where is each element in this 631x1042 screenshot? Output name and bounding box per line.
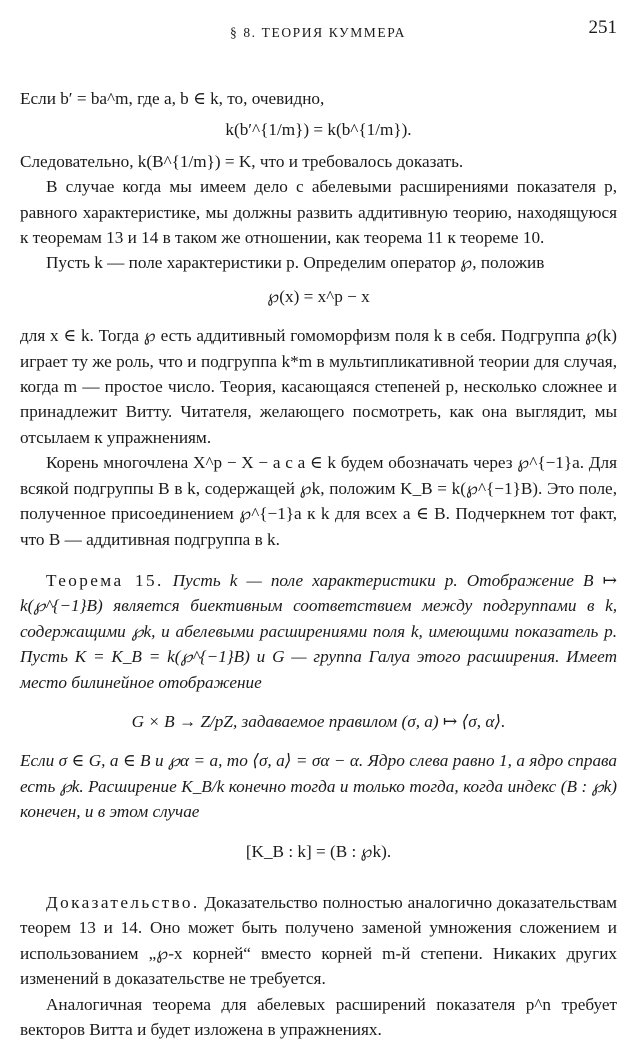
paragraph-1: Если b′ = ba^m, где a, b ∈ k, то, очевидно, — [20, 89, 325, 108]
page-number: 251 — [588, 17, 617, 38]
theorem-continuation-text: Если σ ∈ G, a ∈ B и ℘α = a, то ⟨σ, a⟩ = σα − α. Ядро слева равно 1, а ядро справа есть ℘k. Расширение K_B/k конечно тогда и только тогда, когда индекс (B : ℘k) конечен, и в этом случае — [20, 751, 617, 822]
proof-label: Доказательство. — [46, 892, 200, 912]
equation-3-text: G × B → Z/pZ, задаваемое правилом (σ, a) ↦ ⟨σ, α⟩. — [131, 711, 506, 731]
equation-4: [K_B : k] = (B : ℘k). — [245, 841, 392, 861]
paragraph-5: для x ∈ k. Тогда ℘ есть аддитивный гомоморфизм поля k в себя. Подгруппа ℘(k) играет ту же роль, что и подгруппа k*m в мультипликативной теории для случая, когда m — простое число. Теория, касающаяся степеней p, несколько сложнее и принадлежит Витту. Читателя, желающего посмотреть, как она выглядит, мы отсылаем к упражнениям. — [20, 326, 617, 447]
paragraph-last: Аналогичная теорема для абелевых расширений показателя p^n требует векторов Витта и будет изложена в упражнениях. — [20, 994, 617, 1039]
equation-2: ℘(x) = x^p − x — [267, 286, 370, 306]
book-page — [20, 12, 617, 1042]
proof-text: Доказательство полностью аналогично доказательствам теорем 13 и 14. Оно может быть получено заменой умножения сложением и использованием „℘-х корней“ вместо корней m-й степени. Никаких других изменений в доказательстве не требуется. — [20, 892, 618, 989]
theorem-text: Пусть k — поле характеристики p. Отображение B ↦ k(℘^{−1}B) является биективным соответствием между подгруппами в k, содержащими ℘k, и абелевыми расширениями поля k, имеющими показатель p. Пусть K = K_B = k(℘^{−1}B) и G — группа Галуа этого расширения. Имеет место билинейное отображение — [20, 570, 618, 692]
theorem-continuation — [20, 748, 617, 824]
equation-1: k(b′^{1/m}) = k(b^{1/m}). — [225, 120, 412, 140]
running-title: § 8. ТЕОРИЯ КУММЕРА — [230, 25, 406, 40]
equation-3 — [20, 709, 617, 734]
paragraph-6: Корень многочлена X^p − X − a с a ∈ k будем обозначать через ℘^{−1}a. Для всякой подгруппы B в k, содержащей ℘k, положим K_B = k(℘^{−1}B). Это поле, полученное присоединением ℘^{−1}a к k для всех a ∈ B. Подчеркнем тот факт, что B — аддитивная подгруппа в k. — [20, 453, 617, 549]
theorem-15 — [20, 568, 617, 695]
proof — [20, 890, 617, 992]
page-header — [20, 12, 617, 42]
paragraph-4: Пусть k — поле характеристики p. Определим оператор ℘, положив — [46, 253, 545, 273]
theorem-label: Теорема 15. — [46, 570, 164, 590]
paragraph-2: Следовательно, k(B^{1/m}) = K, что и требовалось доказать. — [20, 151, 464, 171]
paragraph-3: В случае когда мы имеем дело с абелевыми расширениями показателя p, равного характеристике, мы должны развить аддитивную теорию, находящуюся к теоремам 13 и 14 в таком же отношении, как теорема 11 к теореме 10. — [20, 177, 617, 248]
